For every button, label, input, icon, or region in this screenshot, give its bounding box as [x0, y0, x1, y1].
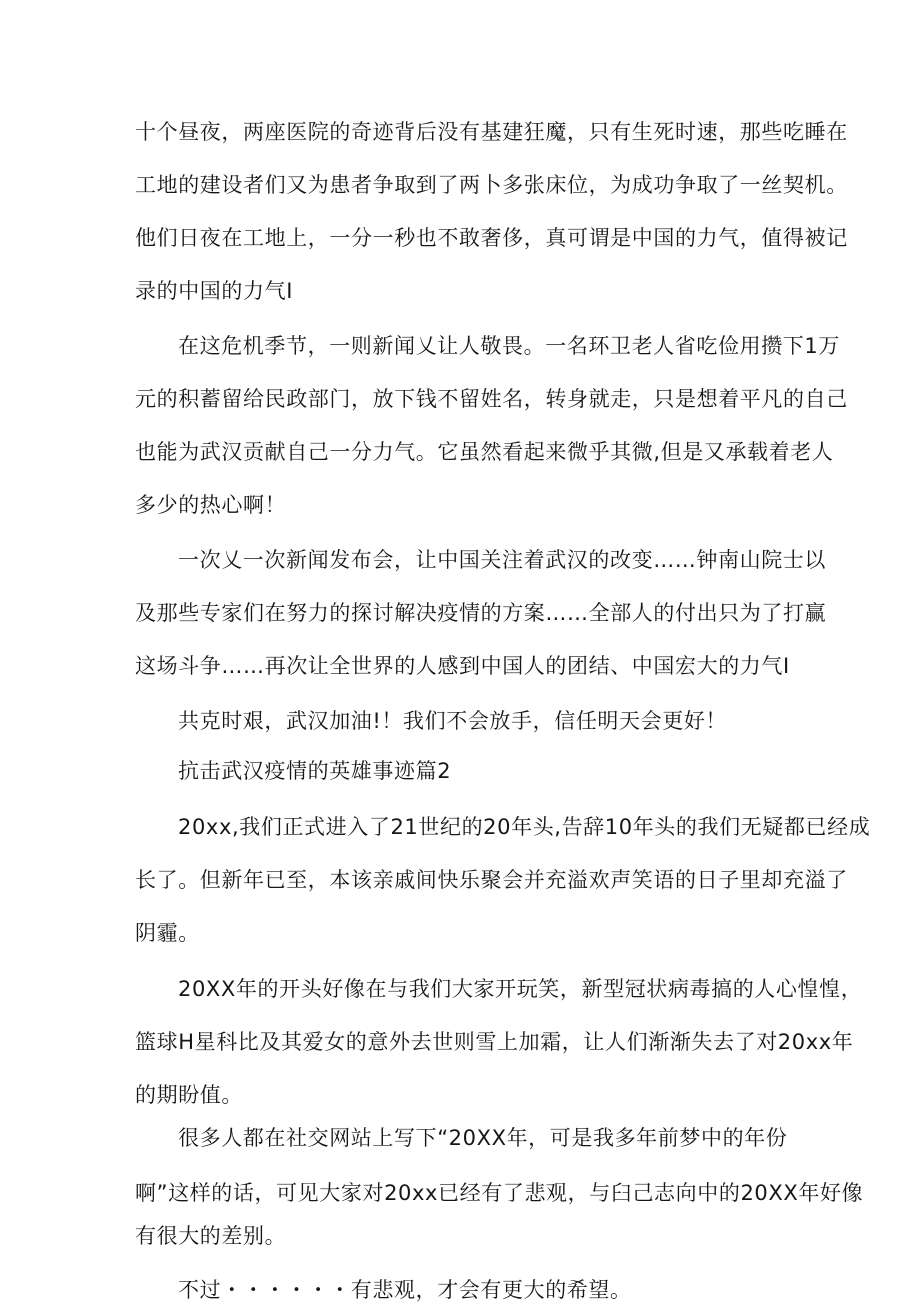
line-text: 篮球H星科比及其爱女的意外去世则雪上加霜，让人们渐渐失去了对20xx年 [135, 1030, 854, 1054]
text-line [0, 1179, 920, 1207]
text-line [0, 491, 920, 519]
text-line [0, 1081, 920, 1109]
text-line [0, 975, 920, 1003]
text-line [0, 599, 920, 627]
line-text: 不过・・・・・・有悲观，才会有更大的希望。 [178, 1278, 632, 1302]
text-line [0, 277, 920, 305]
text-line [0, 224, 920, 252]
line-text: 这场斗争……再次让全世界的人感到中国人的团结、中国宏大的力气I [135, 654, 790, 678]
text-line [0, 1222, 920, 1250]
line-text: 工地的建设者们又为患者争取到了两卜多张床位，为成功争取了一丝契机。 [135, 173, 848, 197]
text-line [0, 438, 920, 466]
line-text: 元的积蓄留给民政部门，放下钱不留姓名，转身就走，只是想着平凡的自己 [135, 387, 848, 411]
line-text: 20XX年的开头好像在与我们大家开玩笑，新型冠状病毒搞的人心惶惶， [178, 977, 863, 1001]
line-text: 阴霾。 [135, 921, 200, 945]
line-text: 他们日夜在工地上，一分一秒也不敢奢侈，真可谓是中国的力气，值得被记 [135, 226, 848, 250]
line-text: 20xx,我们正式进入了21世纪的20年头,告辞10年头的我们无疑都已经成 [178, 815, 871, 839]
text-line [0, 1124, 920, 1152]
text-line [0, 118, 920, 146]
text-line [0, 332, 920, 360]
line-text: 共克时艰，武汉加油!！我们不会放手，信任明天会更好！ [178, 709, 728, 733]
text-line [0, 919, 920, 947]
text-line [0, 171, 920, 199]
line-text: 有很大的差别。 [135, 1224, 287, 1248]
text-line [0, 866, 920, 894]
line-text: 及那些专家们在努力的探讨解决疫情的方案……全部人的付出只为了打赢 [135, 601, 827, 625]
line-text: 啊”这样的话，可见大家对20xx已经有了悲观，与臼己志向中的20XX年好像 [135, 1181, 864, 1205]
line-text: 十个昼夜，两座医院的奇迹背后没有基建狂魔，只有生死时速，那些吃睡在 [135, 120, 848, 144]
text-line [0, 813, 920, 841]
text-line [0, 385, 920, 413]
line-text: 一次乂一次新闻发布会，让中国关注着武汉的改变……钟南山院士以 [178, 548, 826, 572]
text-line [0, 1276, 920, 1304]
line-text: 录的中国的力气I [135, 279, 293, 303]
line-text: 的期盼值。 [135, 1083, 243, 1107]
section-heading [0, 757, 920, 785]
text-line [0, 652, 920, 680]
text-line [0, 707, 920, 735]
heading-text: 抗击武汉疫情的英雄事迹篇2 [178, 759, 452, 783]
line-text: 在这危机季节，一则新闻乂让人敬畏。一名环卫老人省吃俭用攒下1万 [178, 334, 840, 358]
text-line [0, 1028, 920, 1056]
line-text: 也能为武汉贡献自己一分力气。它虽然看起来微乎其微,但是又承载着老人 [135, 440, 834, 464]
line-text: 多少的热心啊！ [135, 493, 287, 517]
text-line [0, 546, 920, 574]
line-text: 长了。但新年已至，本该亲戚间快乐聚会并充溢欢声笑语的日子里却充溢了 [135, 868, 848, 892]
line-text: 很多人都在社交网站上写下“20XX年，可是我多年前梦中的年份 [178, 1126, 788, 1150]
